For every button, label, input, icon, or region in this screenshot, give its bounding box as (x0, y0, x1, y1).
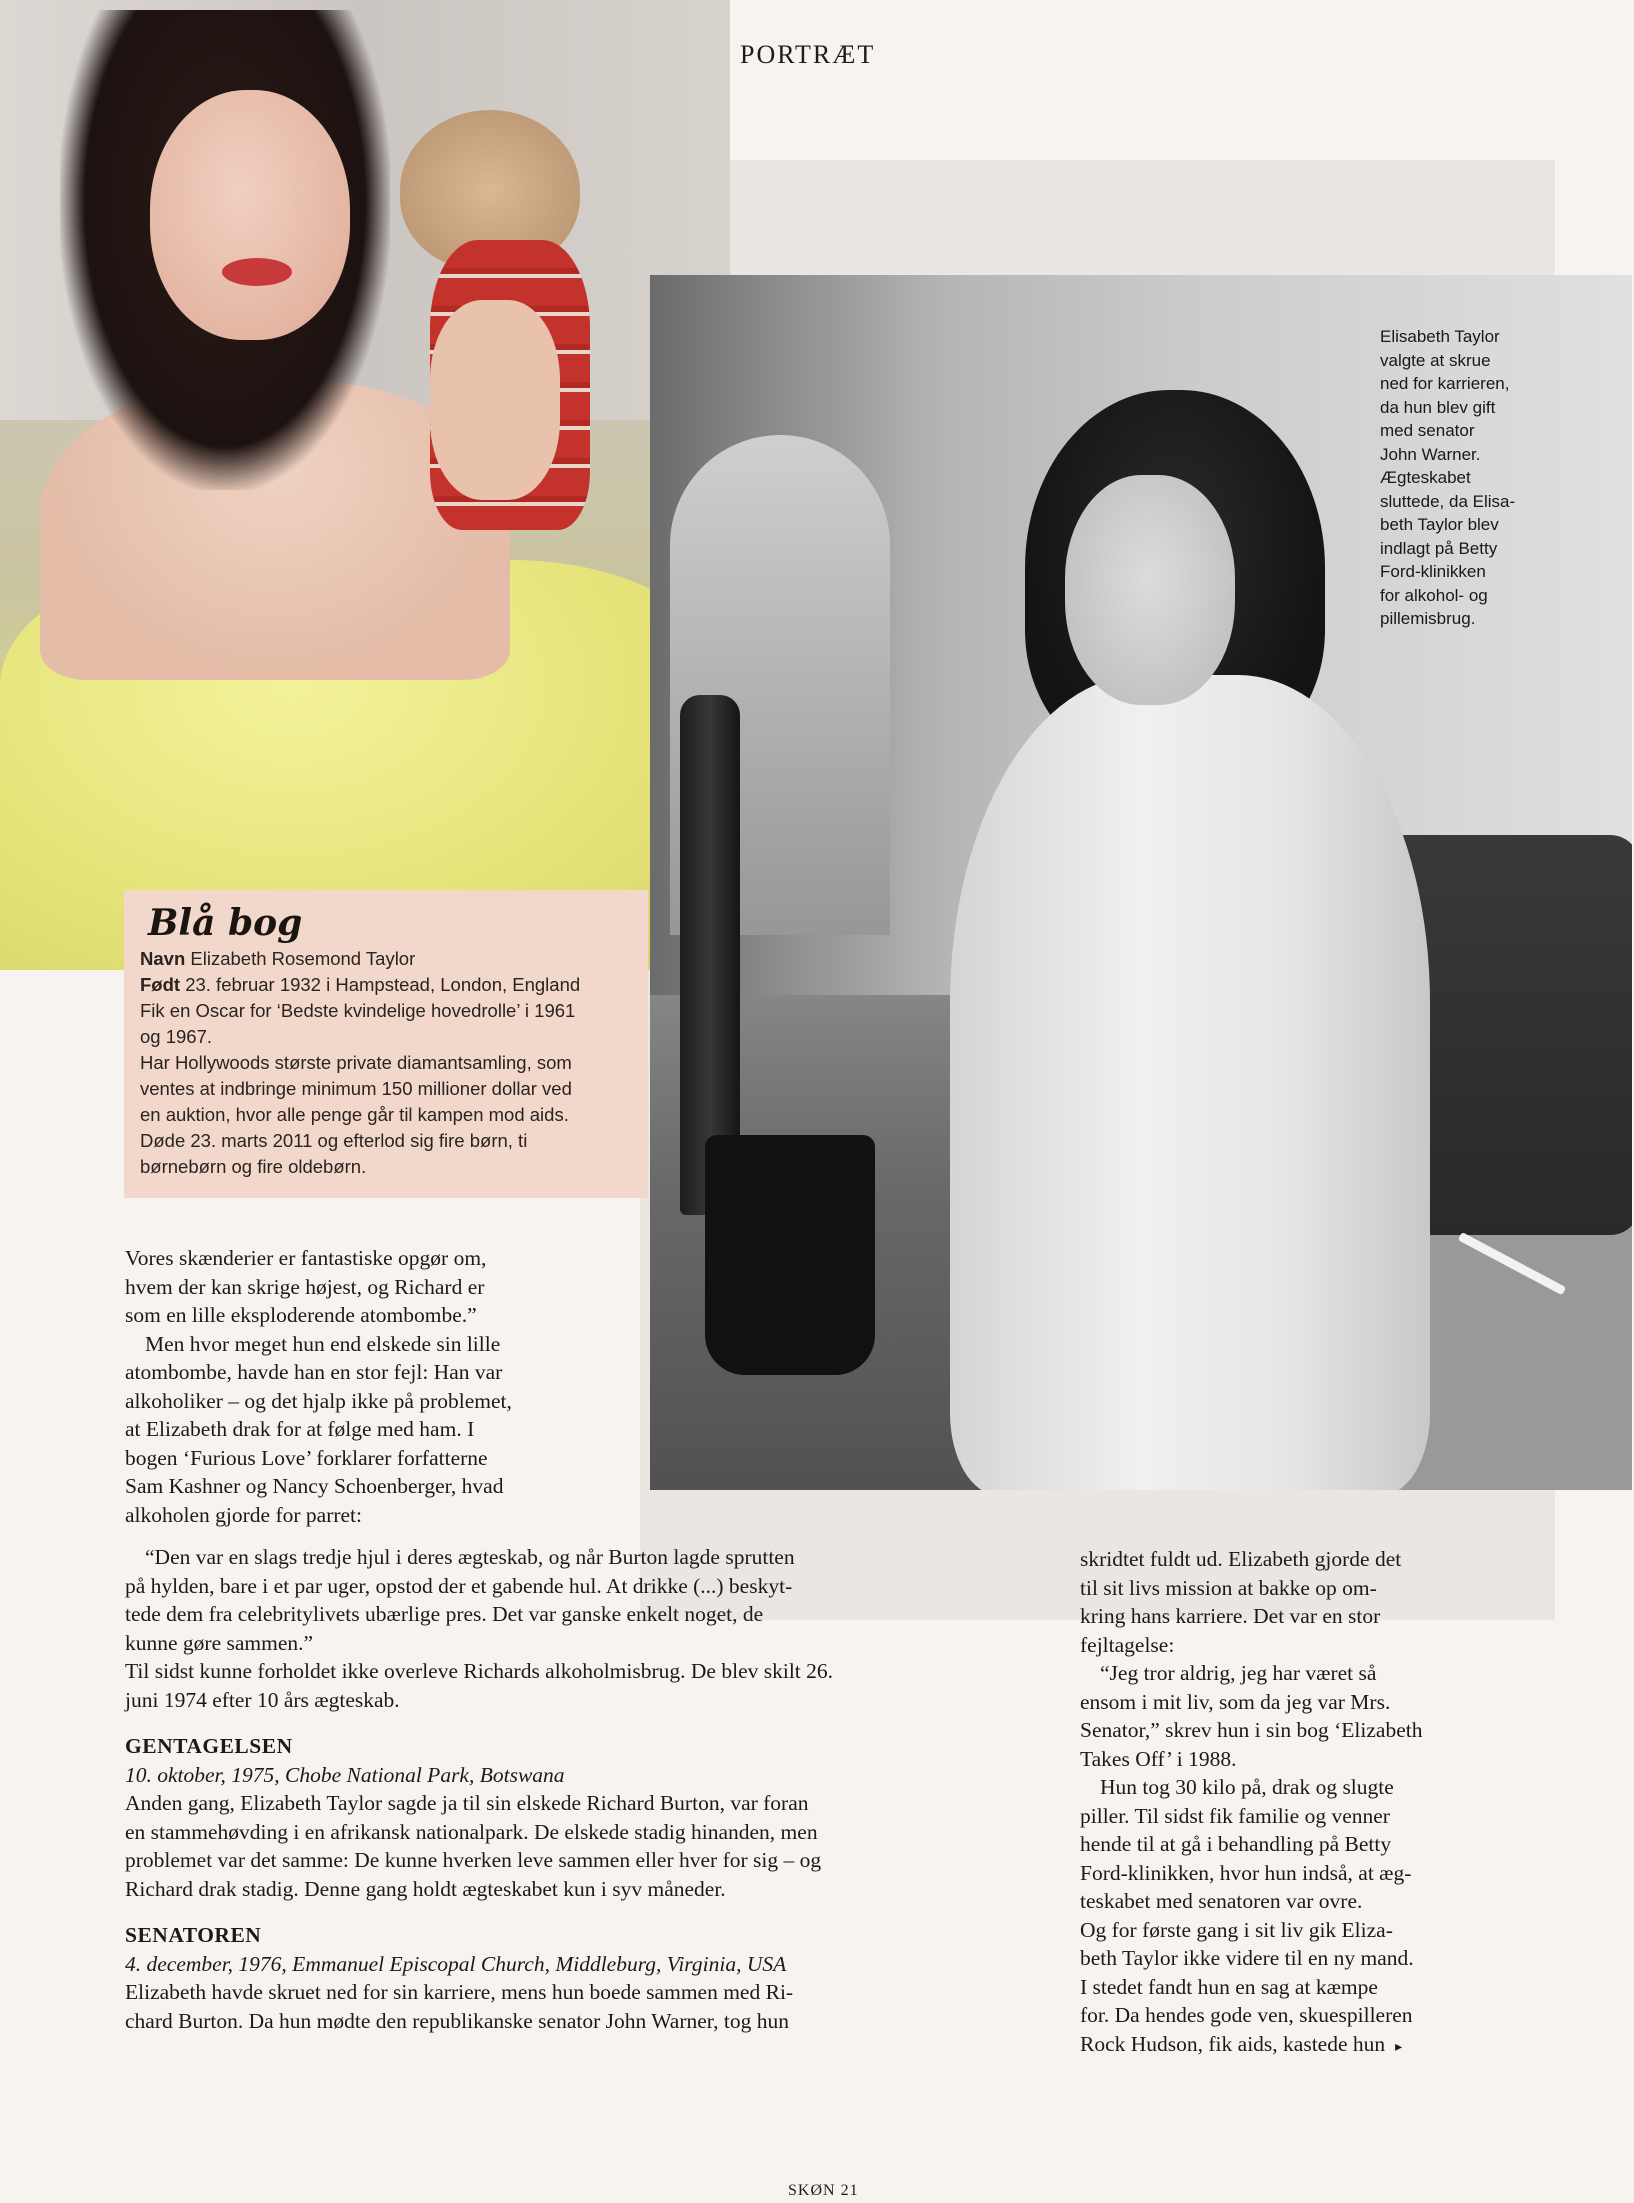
text-line: hende til at gå i behandling på Betty (1080, 1832, 1392, 1856)
infobox-heading: Blå bog (148, 902, 303, 944)
name-value: Elizabeth Rosemond Taylor (190, 948, 416, 969)
text-line: at Elizabeth drak for at følge med ham. I (125, 1417, 475, 1441)
text-line: skridtet fuldt ud. Elizabeth gjorde det (1080, 1547, 1402, 1571)
article-right-column (1080, 1545, 1560, 2062)
text-line: alkoholiker – og det hjalp ikke på problemet, (125, 1388, 512, 1413)
caption-line: med senator (1380, 421, 1475, 440)
quote-line: på hylden, bare i et par uger, opstod der et gabende hul. At drikke (...) beskyt- (125, 1573, 793, 1598)
infobox-line: og 1967. (140, 1026, 213, 1047)
article-wide-block (125, 1543, 1025, 2035)
text-line: som en lille eksploderende atombombe.” (125, 1303, 477, 1327)
text-line: problemet var det samme: De kunne hverken leve sammen eller hver for sig – og (125, 1848, 822, 1872)
caption-line: valgte at skrue (1380, 350, 1491, 370)
caption-line: John Warner. (1380, 444, 1481, 464)
caption-line: Ford-klinikken (1380, 562, 1486, 581)
text-line: Vores skænderier er fantastiske opgør om, (125, 1246, 487, 1270)
text-line: chard Burton. Da hun mødte den republikanske senator John Warner, tog hun (125, 2008, 789, 2033)
quote-line: kunne gøre sammen.” (125, 1630, 314, 1655)
infobox-name-row (140, 946, 632, 972)
text-line: for. Da hendes gode ven, skuespilleren (1080, 2003, 1413, 2027)
photo-caption (1380, 325, 1570, 631)
text-line: Men hvor meget hun end elskede sin lille (145, 1331, 501, 1356)
text-line: Richard drak stadig. Denne gang holdt ægteskabet kun i syv måneder. (125, 1876, 726, 1901)
text-line: en stammehøvding i en afrikansk nationalpark. De elskede stadig hinanden, men (125, 1819, 818, 1844)
infobox-line: Døde 23. marts 2011 og efterlod sig fire børn, ti (140, 1130, 528, 1151)
text-line: hvem der kan skrige højest, og Richard er (125, 1274, 485, 1299)
section-label: PORTRÆT (740, 40, 876, 69)
quote-line: “Den var en slags tredje hjul i deres ægteskab, og når Burton lagde sprutten (145, 1545, 795, 1569)
text-line: Sam Kashner og Nancy Schoenberger, hvad (125, 1474, 504, 1498)
text-line: beth Taylor ikke videre til en ny mand. (1080, 1946, 1414, 1970)
caption-line: ned for karrieren, (1380, 374, 1510, 393)
text-line: fejltagelse: (1080, 1632, 1175, 1657)
section-heading-senatoren: SENATOREN (125, 1923, 262, 1947)
text-line: Elizabeth havde skruet ned for sin karriere, mens hun boede sammen med Ri- (125, 1980, 794, 2004)
text-line: “Jeg tror aldrig, jeg har været så (1100, 1661, 1377, 1685)
section-heading-gentagelsen: GENTAGELSEN (125, 1734, 293, 1758)
text-line: juni 1974 efter 10 års ægteskab. (125, 1687, 400, 1712)
infobox-line: Fik en Oscar for ‘Bedste kvindelige hovedrolle’ i 1961 (140, 1000, 576, 1021)
caption-line: Elisabeth Taylor (1380, 327, 1500, 346)
text-line: kring hans karriere. Det var en stor (1080, 1604, 1381, 1628)
text-line: Ford-klinikken, hvor hun indså, at æg- (1080, 1860, 1412, 1885)
infobox-line: børnebørn og fire oldebørn. (140, 1156, 367, 1177)
text-line: piller. Til sidst fik familie og venner (1080, 1803, 1390, 1828)
caption-line: for alkohol- og (1380, 585, 1488, 605)
quote-line: tede dem fra celebritylivets ubærlige pres. Det var ganske enkelt noget, de (125, 1602, 764, 1626)
caption-line: pillemisbrug. (1380, 609, 1476, 628)
text-line: Rock Hudson, fik aids, kastede hun (1080, 2031, 1386, 2056)
section-meta: 4. december, 1976, Emmanuel Episcopal Church, Middleburg, Virginia, USA (125, 1951, 787, 1976)
text-line: alkoholen gjorde for parret: (125, 1502, 363, 1527)
text-line: ensom i mit liv, som da jeg var Mrs. (1080, 1689, 1391, 1714)
name-label: Navn (140, 948, 186, 969)
page-footer: SKØN 21 (788, 2182, 859, 2199)
text-line: I stedet fandt hun en sag at kæmpe (1080, 1974, 1378, 1999)
infobox-line: en auktion, hvor alle penge går til kampen mod aids. (140, 1104, 569, 1125)
caption-line: indlagt på Betty (1380, 538, 1498, 558)
caption-line: Ægteskabet (1380, 468, 1471, 487)
article-left-column (125, 1244, 745, 1529)
caption-line: sluttede, da Elisa- (1380, 491, 1516, 511)
bio-infobox (124, 890, 648, 1198)
text-line: Senator,” skrev hun i sin bog ‘Elizabeth (1080, 1718, 1423, 1742)
text-line: Og for første gang i sit liv gik Eliza- (1080, 1917, 1393, 1942)
born-label: Født (140, 974, 181, 995)
born-value: 23. februar 1932 i Hampstead, London, England (185, 974, 581, 995)
text-line: Til sidst kunne forholdet ikke overleve Richards alkoholmisbrug. De blev skilt 26. (125, 1659, 834, 1683)
caption-line: da hun blev gift (1380, 397, 1496, 417)
caption-line: beth Taylor blev (1380, 515, 1499, 534)
section-meta: 10. oktober, 1975, Chobe National Park, Botswana (125, 1762, 565, 1787)
text-line: Anden gang, Elizabeth Taylor sagde ja til sin elskede Richard Burton, var foran (125, 1791, 809, 1815)
text-line: Hun tog 30 kilo på, drak og slugte (1100, 1775, 1394, 1799)
continue-arrow-icon: ▸ (1395, 2039, 1403, 2055)
text-line: teskabet med senatoren var ovre. (1080, 1889, 1363, 1913)
text-line: til sit livs mission at bakke op om- (1080, 1575, 1377, 1600)
infobox-line: ventes at indbringe minimum 150 millioner dollar ved (140, 1078, 572, 1099)
text-line-last (1080, 2030, 1560, 2063)
text-line: atombombe, havde han en stor fejl: Han var (125, 1360, 503, 1384)
text-line: Takes Off’ i 1988. (1080, 1746, 1237, 1771)
infobox-line: Har Hollywoods største private diamantsamling, som (140, 1052, 572, 1073)
text-line: bogen ‘Furious Love’ forklarer forfatterne (125, 1445, 488, 1470)
infobox-born-row (140, 972, 632, 998)
portrait-photo-color (0, 0, 730, 970)
